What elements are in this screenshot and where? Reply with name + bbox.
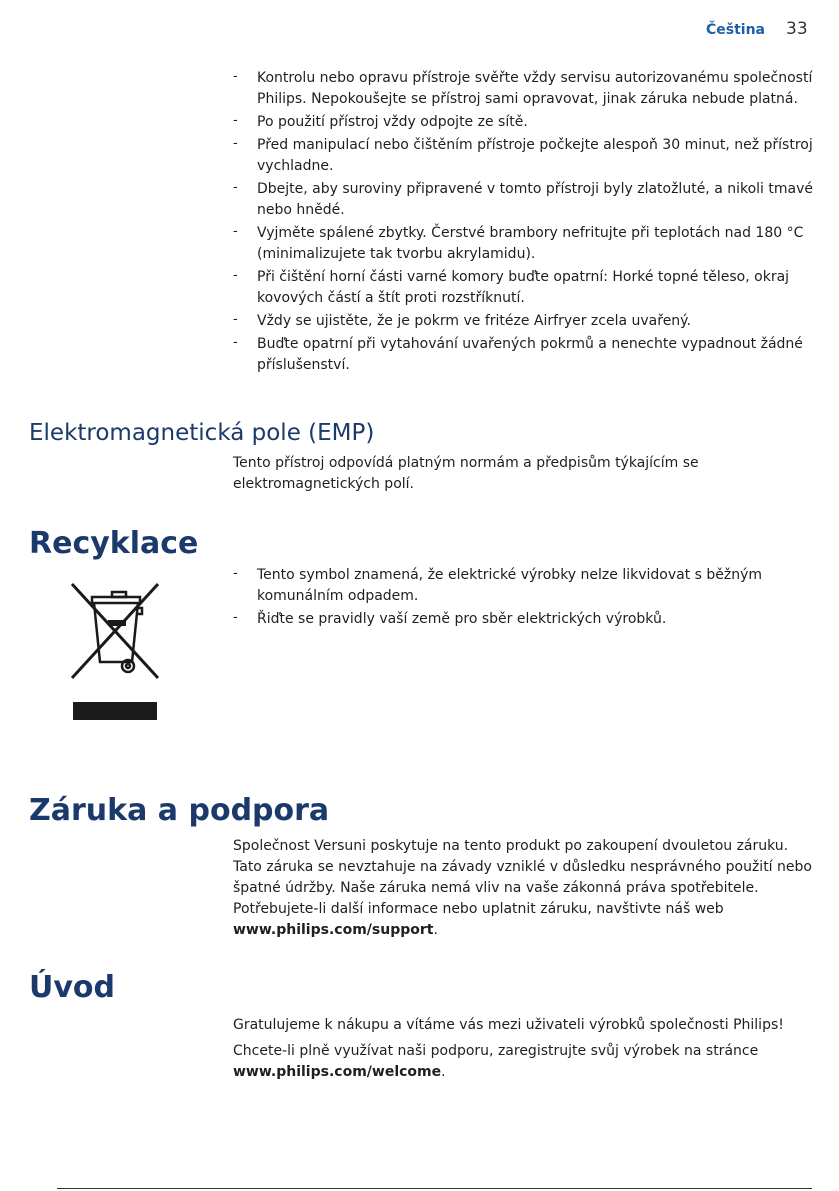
warranty-text [233,836,813,941]
intro-text-1: Gratulujeme k nákupu a vítáme vás mezi uživateli výrobků společnosti Philips! [233,1017,784,1033]
recycling-heading: Recyklace [29,526,199,561]
emp-section [233,453,753,495]
warranty-section [233,836,813,941]
safety-bullet-3: - Před manipulací nebo čištěním přístroje počkejte alespoň 30 minut, než přístroj vychladne. [233,135,813,177]
safety-bullet-2: - Po použití přístroj vždy odpojte ze sítě. [233,112,813,133]
page-number: 33 [786,19,808,39]
crossed-out-wheelie-bin-icon [70,580,160,720]
safety-list [233,68,813,376]
intro-text-2 [233,1041,813,1083]
warranty-body: Společnost Versuni poskytuje na tento produkt po zakoupení dvouletou záruku. Tato záruka se nevztahuje na závady vzniklé v důsledku nesprávného použití nebo špatné údržby. Naše záruka nemá vliv na vaše zákonná práva spotřebitele. Potřebujete-li další informace nebo uplatnit záruku, navštivte náš web [233,838,812,917]
safety-bullet-4: - Dbejte, aby suroviny připravené v tomto přístroji byly zlatožluté, a nikoli tmavé nebo hnědé. [233,179,813,221]
intro-section [233,1015,813,1083]
recycling-section [233,565,813,632]
emp-text: Tento přístroj odpovídá platným normám a předpisům týkajícím se elektromagnetických polí. [233,455,699,492]
emp-heading: Elektromagnetická pole (EMP) [29,420,375,446]
safety-bullet-1: - Kontrolu nebo opravu přístroje svěřte vždy servisu autorizovanému společností Philips. Nepokoušejte se přístroj sami opravovat, jinak záruka nebude platná. [233,68,813,110]
warranty-link-suffix: . [433,922,438,938]
safety-section [233,68,813,378]
footer-divider [57,1188,812,1189]
recycling-bullet-1: - Tento symbol znamená, že elektrické výrobky nelze likvidovat s běžným komunálním odpadem. [233,565,813,607]
intro-body: Chcete-li plně využívat naši podporu, zaregistrujte svůj výrobek na stránce [233,1043,759,1059]
header-language: Čeština [706,22,766,38]
recycling-list [233,565,813,630]
welcome-link[interactable]: www.philips.com/welcome [233,1064,442,1080]
safety-bullet-8: - Buďte opatrní při vytahování uvařených pokrmů a nenechte vypadnout žádné příslušenství. [233,334,813,376]
safety-bullet-6: - Při čištění horní části varné komory buďte opatrní: Horké topné těleso, okraj kovových částí a štít proti rozstříknutí. [233,267,813,309]
intro-link-suffix: . [441,1064,446,1080]
support-link[interactable]: www.philips.com/support [233,922,434,938]
intro-heading: Úvod [29,970,116,1005]
warranty-heading: Záruka a podpora [29,793,330,828]
safety-bullet-5: - Vyjměte spálené zbytky. Čerstvé brambory nefritujte při teplotách nad 180 °C (minimalizujete tak tvorbu akrylamidu). [233,223,813,265]
recycling-bullet-2: - Řiďte se pravidly vaší země pro sběr elektrických výrobků. [233,609,813,630]
safety-bullet-7: - Vždy se ujistěte, že je pokrm ve fritéze Airfryer zcela uvařený. [233,311,813,332]
